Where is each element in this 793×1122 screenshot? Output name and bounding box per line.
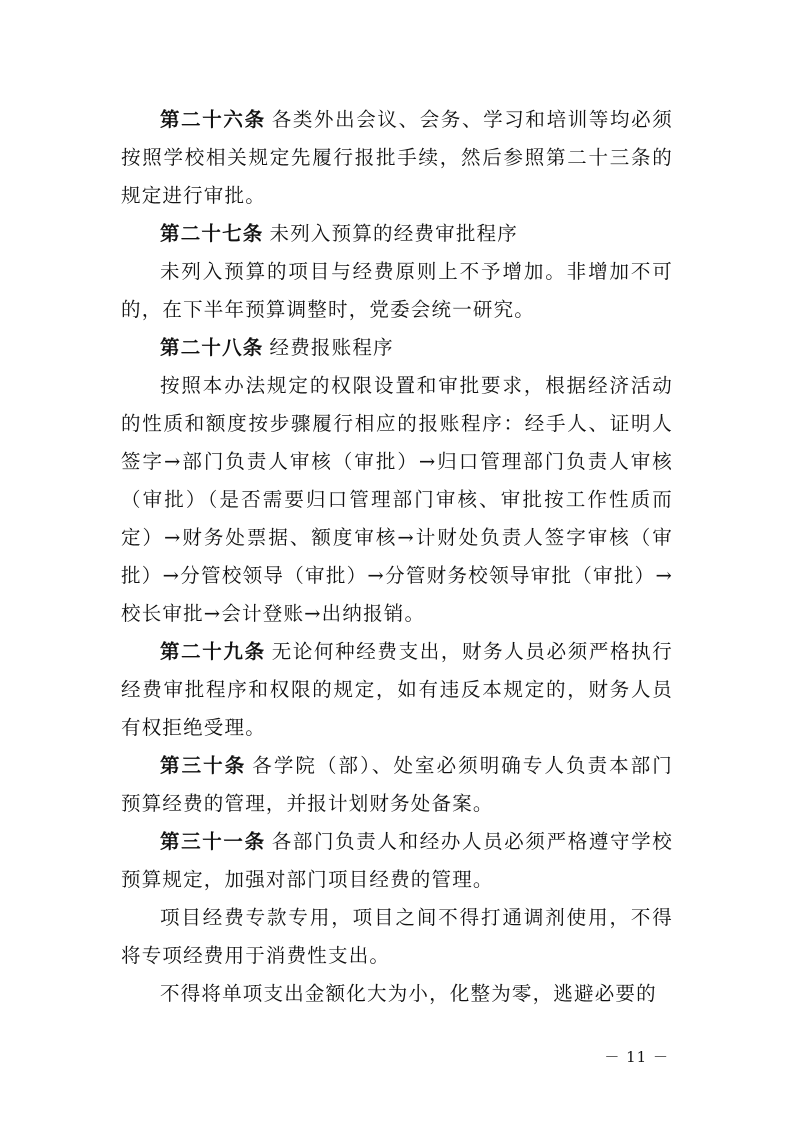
paragraph-article-26 xyxy=(121,101,673,215)
paragraph-body xyxy=(121,253,673,329)
paragraph-article-29 xyxy=(121,633,673,747)
paragraph-text: 未列入预算的项目与经费原则上不予增加。非增加不可的，在下半年预算调整时，党委会统一研究。 xyxy=(121,260,673,321)
paragraph-body xyxy=(121,899,673,975)
paragraph-text: 各部门负责人和经办人员必须严格遵守学校预算规定，加强对部门项目经费的管理。 xyxy=(121,830,673,891)
article-heading: 第二十六条 xyxy=(160,108,266,131)
paragraph-article-27 xyxy=(121,215,673,253)
paragraph-text: 不得将单项支出金额化大为小，化整为零，逃避必要的 xyxy=(160,982,657,1005)
article-heading: 第二十九条 xyxy=(160,640,266,663)
paragraph-text: 各学院（部）、处室必须明确专人负责本部门预算经费的管理，并报计划财务处备案。 xyxy=(121,754,673,815)
paragraph-article-31 xyxy=(121,823,673,899)
paragraph-text: 项目经费专款专用，项目之间不得打通调剂使用，不得将专项经费用于消费性支出。 xyxy=(121,906,673,967)
paragraph-text: 经费报账程序 xyxy=(269,336,394,359)
article-heading: 第三十条 xyxy=(160,754,247,777)
article-heading: 第二十八条 xyxy=(160,336,264,359)
article-heading: 第三十一条 xyxy=(160,830,266,853)
paragraph-body xyxy=(121,367,673,633)
article-heading: 第二十七条 xyxy=(160,222,264,245)
paragraph-body xyxy=(121,975,673,1013)
paragraph-article-30 xyxy=(121,747,673,823)
page-number: － 11 － xyxy=(604,1048,669,1066)
paragraph-article-28 xyxy=(121,329,673,367)
paragraph-text: 无论何种经费支出，财务人员必须严格执行经费审批程序和权限的规定，如有违反本规定的，财务人员有权拒绝受理。 xyxy=(121,640,673,739)
paragraph-text: 未列入预算的经费审批程序 xyxy=(269,222,518,245)
document-body xyxy=(121,101,673,1013)
paragraph-text: 各类外出会议、会务、学习和培训等均必须按照学校相关规定先履行报批手续，然后参照第二十三条的规定进行审批。 xyxy=(121,108,673,207)
paragraph-text: 按照本办法规定的权限设置和审批要求，根据经济活动的性质和额度按步骤履行相应的报账程序：经手人、证明人签字→部门负责人审核（审批）→归口管理部门负责人审核（审批）（是否需要归口管理部门审核、审批按工作性质而定）→财务处票据、额度审核→计财处负责人签字审核（审批）→分管校领导（审批）→分管财务校领导审批（审批）→校长审批→会计登账→出纳报销。 xyxy=(121,374,673,625)
